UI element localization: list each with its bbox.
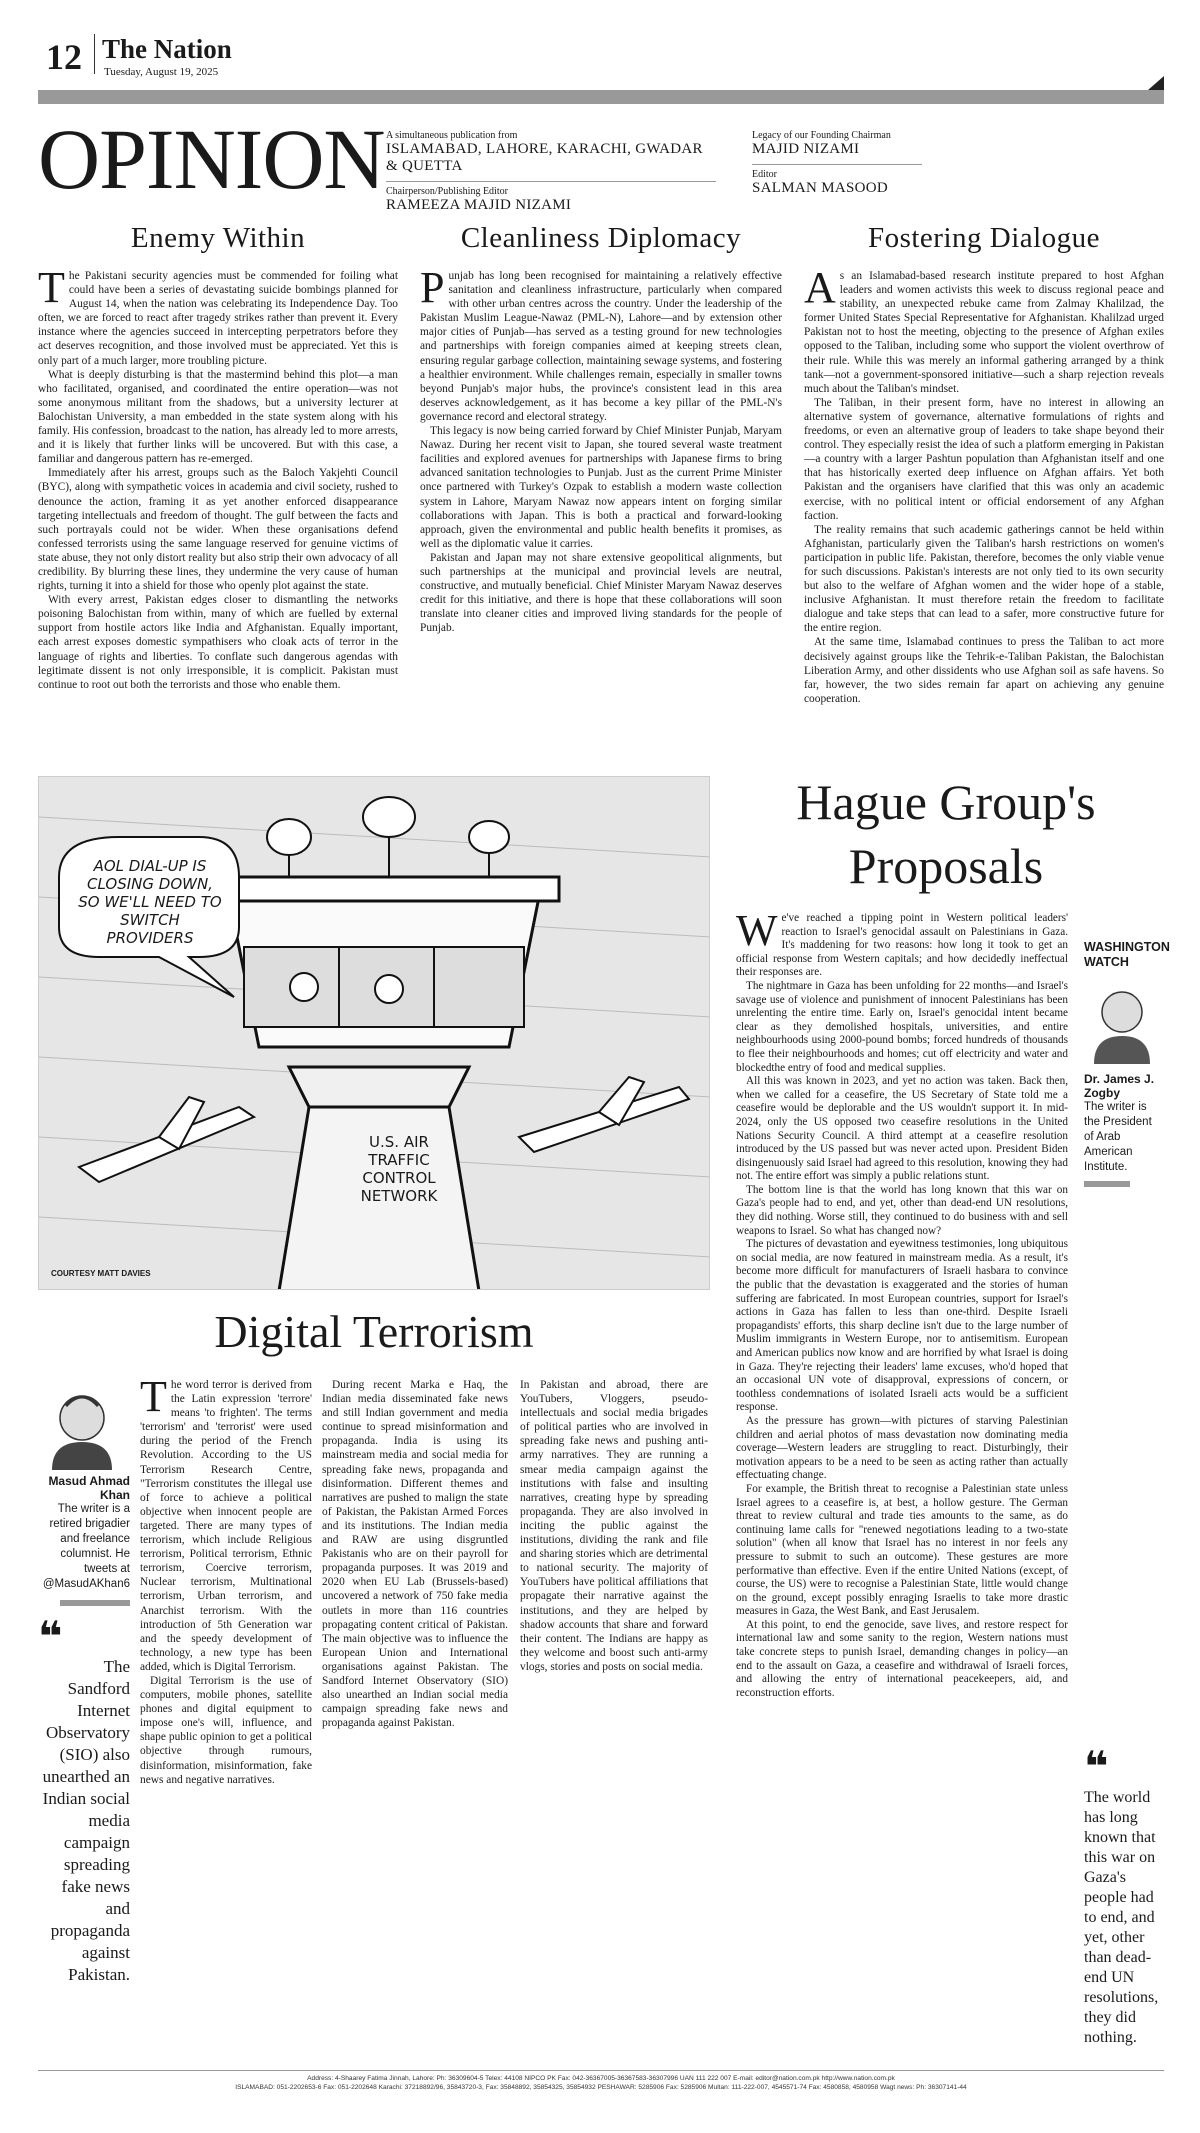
article-digital-terrorism: [38, 1302, 710, 1362]
author-name: Masud Ahmad Khan: [48, 1474, 130, 1502]
editorial-cartoon: [38, 776, 710, 1290]
article-title: Hague Group's Proposals: [796, 774, 1096, 894]
page-number: 12: [46, 37, 82, 77]
page-footer: Address: 4-Shaarey Fatima Jinnah, Lahore: Ph: 36309604-5 Telex: 44108 NIPCO PK Fax: 042-36367005-36367583-36307996 UAN 111 222 007 E-mail: editor@nation.com.pk http://www.nation.com.pk ISLAMABAD: 051-2202653-6 Fax: 051-2202648 Karachi: 37218892/96, 35843720-3, Fax: 35848892, 35854325, 35854932 PESHAWAR: 5285906 Fax: 5285906 Multan: 111-222-007, 4545571-74 Fax: 4580858, 4580958 Wagt news: Ph: 36307141-44: [38, 2070, 1164, 2091]
article-column-3: In Pakistan and abroad, there are YouTubers, Vloggers, pseudo-intellectuals and social media brigades of political parties who are involved in spreading fake news and pushing anti-army narratives. They are running a smear media campaign against the institutions with false and insulting narratives, creating hype by spreading propaganda. They are also involved in inciting the public against the institutions, dividing the rank and file and sharing stories which are detrimental to national security. The majority of YouTubers have political affiliations that propagate their narrative against the institutions, and they are helped by shadow accounts that share and forward their content. The Indians are happy as they welcome and boost such anti-army vlogs, stories and posts on social media.: [520, 1379, 708, 1673]
hague-sidebar: [1084, 940, 1170, 1187]
cartoon-credit: COURTESY MATT DAVIES: [51, 1269, 151, 1278]
masthead-publication: A simultaneous publication from ISLAMABAD, LAHORE, KARACHI, GWADAR & QUETTA Chairperson/Publishing Editor RAMEEZA MAJID NIZAMI: [386, 130, 716, 214]
author-bio: The writer is the President of Arab American Institute.: [1084, 1101, 1152, 1173]
article-column-1: The word terror is derived from the Latin expression 'terrore' means 'to frighten'. The terms 'terrorism' and 'terrorist' were used during the period of the French Revolution. According to the US Terrorism Research Centre, "Terrorism constitutes the illegal use of force to achieve a political objective when innocent people are targeted. There are many types of terrorism, which include Religious terrorism, Political terrorism, Ethnic terrorism, Coercive terrorism, Nuclear terrorism, Multinational terrorism, Urban terrorism, and Anarchist terrorism. With the introduction of 5th Generation war and the speedy development of technology, a new type has been added, which is Digital Terrorism. Digital Terrorism is the use of computers, mobile phones, satellite phones and digital equipment to impose one's will, influence, and shape public opinion to get a political objective through rumours, disinformation, misinformation, fake news and negative narratives.: [140, 1372, 312, 1786]
cartoon-tower-label: U.S. AIR TRAFFIC CONTROL NETWORK: [360, 1133, 438, 1205]
author-photo: [1084, 978, 1160, 1064]
column-label: WASHINGTON WATCH: [1084, 940, 1170, 969]
header-bar-corner: [1148, 76, 1164, 90]
page-header: [40, 30, 860, 90]
editorial-title: Enemy Within: [130, 222, 306, 254]
pull-quote: The world has long known that this war on Gaza's people had to end, and yet, other than dead-end UN resolutions, they did nothing.: [1084, 1789, 1159, 2046]
editorial-title: Cleanliness Diplomacy: [460, 222, 742, 254]
author-photo: [38, 1378, 126, 1470]
quote-icon: ❝: [1084, 1742, 1109, 1791]
cartoon-speech-bubble: AOL DIAL-UP IS CLOSING DOWN, SO WE'LL NEED TO SWITCH PROVIDERS: [78, 857, 222, 947]
author-sidebar: [38, 1378, 130, 1986]
cartoon-illustration: [39, 777, 710, 1290]
pull-quote: The Sandford Internet Observatory (SIO) also unearthed an Indian social media campaign spreading fake news and propaganda against Pakistan.: [42, 1657, 130, 1984]
editorial-cleanliness-diplomacy: Cleanliness Diplomacy Punjab has long been recognised for maintaining a relatively effective sanitation and cleanliness infrastructure, particularly when compared with other urban centres across the country. Under the leadership of the Pakistan Muslim League-Nawaz (PML-N), Lahore—and by extension other major cities of Punjab—has served as a testing ground for new technologies and partnerships with foreign companies aimed at keeping streets clean, ensuring regular garbage collection, maintaining sewage systems, and fostering a healthier environment. While challenges remain, especially in smaller towns beyond Punjab's major hubs, the province's consistent lead in this area deserves acknowledgement, as it has become a key pillar of the PML-N's governance record and electoral strategy. This legacy is now being carried forward by Chief Minister Punjab, Maryam Nawaz. During her recent visit to Japan, she toured several waste treatment facilities and explored avenues for partnerships with Japanese firms to bring advanced sanitation technologies to Punjab. Just as the current Prime Minister once partnered with Turkey's Ozpak to establish a modern waste collection system in Lahore, Maryam Nawaz now appears intent on forging similar collaborations with Japan. This is both a practical and forward-looking approach, given the environmental and public health benefits it promises, as well as the diplomatic value it carries. Pakistan and Japan may not share extensive geopolitical alignments, but such partnerships at the municipal and provincial levels are neutral, constructive, and mutually beneficial. Chief Minister Maryam Nawaz deserves credit for this initiative, and there is hope that these collaborations will soon translate into cleaner cities and improved living standards for the people of Punjab.: [420, 222, 782, 635]
issue-date: Tuesday, August 19, 2025: [104, 66, 219, 78]
editorial-enemy-within: Enemy Within The Pakistani security agencies must be commended for foiling what could have been a series of devastating suicide bombings planned for August 14, when the nation was celebrating its Independence Day. Too often, we are forced to react after tragedy strikes rather than prevent it. Every instance where the agencies succeed in intercepting perpetrators before they act deserves recognition, and those involved must be appreciated. Yet this is only part of a much larger, more troubling picture. What is deeply disturbing is that the mastermind behind this plot—a man who facilitated, organised, and coordinated the entire operation—was not some anonymous militant from the shadows, but a university lecturer at Balochistan University, a man embedded in the state system along with his family. His confession, broadcast to the nation, has already led to more arrests, and it is likely that further links will be uncovered. But with this case, a familiar and dangerous pattern has re-emerged. Immediately after his arrest, groups such as the Baloch Yakjehti Council (BYC), along with sympathetic voices in academia and civil society, rushed to denounce the action, framing it as yet another enforced disappearance targeting intellectuals and freedom of thought. The gulf between the facts and such portrayals could not be wider. When these organisations defend confessed terrorists using the same language reserved for genuine victims of state abuse, they not only distort reality but also strip their own advocacy of all credibility. By blurring these lines, they undermine the very cause of human rights, turning it into a shield for those who openly plot against the state. With every arrest, Pakistan edges closer to dismantling the networks poisoning Balochistan from within, many of which are fuelled by external support from hostile actors like India and Afghanistan. Equally important, each arrest exposes domestic sympathisers who cloak acts of terror in the language of rights and liberties. To conflate such dangerous agendas with legitimate dissent is not only irresponsible, it is complicit. Pakistan must continue to root out both the terrorists and those who enable them.: [38, 222, 398, 691]
editorial-title: Fostering Dialogue: [867, 222, 1101, 254]
quote-icon: ❝: [38, 1612, 63, 1661]
article-hague-group: [728, 770, 1164, 898]
author-name: Dr. James J. Zogby: [1084, 1072, 1155, 1100]
article-column-2: During recent Marka e Haq, the Indian media disseminated fake news and still Indian government and media continue to spread misinformation and propaganda. India is using its mainstream media and social media for spreading fake news, propaganda and disinformation. Different themes and narratives are pushed to malign the state of Pakistan, the Pakistan Armed Forces and its institutions. The Indian media and RAW are using disgruntled Pakistanis who are on their payroll for propaganda purposes. It was 2019 and 2020 when EU Lab (Brussels-based) uncovered a network of 750 fake media outlets in more than 116 countries propagating content critical of Pakistan. The main objective was to influence the European Union and International organisations against Pakistan. The Sandford Internet Observatory (SIO) also unearthed an Indian social media campaign spreading fake news and propaganda against Pakistan.: [322, 1379, 508, 1730]
hague-quote-block: [1084, 1742, 1164, 2048]
author-bio: The writer is a retired brigadier and freelance columnist. He tweets at @MasudAKhan6: [42, 1503, 130, 1590]
paper-name: The Nation: [102, 34, 232, 64]
section-title: OPINION: [38, 111, 385, 207]
header-bar: [38, 90, 1164, 104]
hague-body: We've reached a tipping point in Western political leaders' reaction to Israel's genocidal assault on Palestinians in Gaza. It's maddening for two reasons: how long it took to get an official response from Western capitals; and how decidedly ineffectual their responses are. The nightmare in Gaza has been unfolding for 22 months—and Israel's savage use of violence and punishment of innocent Palestinians has been unrelenting the entire time. Early on, Israel's genocidal intent became clear as they demolished hospitals, universities, and entire neighbourhoods using 2000-pound bombs; forced hundreds of thousands to flee their neighbourhoods and homes; cut off electricity and water and blockedthe entry of food and medical supplies. All this was known in 2023, and yet no action was taken. Back then, when we called for a ceasefire, the US Secretary of State told me a ceasefire would be deplorable and the US wouldn't support it. In mid-2024, only the US opposed two ceasefire resolutions in the United Nations Security Council. A third attempt at a ceasefire resolution introduced by the US passed but was never acted upon. President Biden disingenuously said Israel had agreed to this resolution, knowing they had not. The entire effort was simply a public relations stunt. The bottom line is that the world has long known that this war on Gaza's people had to end, and yet, other than dead-end UN resolutions, they did nothing. Worse still, they continued to do business with and sell weapons to Israel. So what has changed now? The pictures of devastation and eyewitness testimonies, long ubiquitous on social media, are now featured in mainstream media. As a result, it's become more difficult for manufacturers of Israeli hasbara to convince the public that the devastation is exaggerated and the stories of human suffering are fabricated. In most European countries, support for Israel's actions in Gaza has fallen to less than one-third. Despite Israeli propagandists' efforts, this sharp decline isn't due to the large number of Muslim immigrants in Western Europe, nor to antisemitism. European and American publics now know and are horrified by what Israel is doing in Gaza. They're rejecting their leaders' lame excuses, who'd hoped that an occasional UN vote of disapproval, expressions of concern, or toothless condemnations of isolated Israeli acts would be a sufficient response. As the pressure has grown—with pictures of starving Palestinian children and aerial photos of mass devastation now dominating media coverage—Western leaders are struggling to react. Disturbingly, their motivation appears to be a need to be seen as acting rather than actually effectuating change. For example, the British threat to recognise a Palestinian state unless Israel agrees to a ceasefire is, at best, a hollow gesture. The German threat to review cultural and trade ties amounts to the same, as do continuing lame calls for "renewed negotiations leading to a two-state solution" (when all know that Israel has no interest in nor feels any pressure to submit to such an outcome). These gestures are more performative than effective. Even if the entire United Nations (except, of course, the US) were to recognise a Palestinian State, little would change on the ground, except possibly enraging Israelis to take more drastic measures in Gaza, the West Bank, and East Jerusalem. At this point, to end the genocide, save lives, and restore respect for international law and some sanity to the region, Western nations must take concrete steps to punish Israel, demanding changes in policy—an end to the assault on Gaza, a ceasefire and withdrawal of Israeli forces, and allowing the entry of international peacekeepers, aid, and reconstruction efforts.: [736, 906, 1068, 1699]
article-title: Digital Terrorism: [214, 1306, 534, 1357]
editorial-fostering-dialogue: Fostering Dialogue As an Islamabad-based research institute prepared to host Afghan leaders and women activists this week to discuss regional peace and stability, an unexpected rebuke came from Zalmay Khalilzad, the former United States Special Representative for Afghanistan. Khalilzad urged Pakistan not to host the meeting, objecting to the presence of Afghan exiles opposed to the Taliban, including some who support the violent overthrow of their rule. While this was merely an informal gathering arranged by a think tank—not a government-sponsored initiative—such a sharp rejection reveals much about the Taliban's mindset. The Taliban, in their present form, have no interest in allowing an alternative system of governance, alternative formulations of rights and freedoms, or even an alternative group of leaders to take shape beyond their control. They especially resist the idea of such a platform emerging in Pakistan—a country with a larger Pashtun population than Afghanistan itself and one that has historically exerted deep influence on Afghan affairs. Yet both Pakistan and the organisers have clarified that this was only an academic exercise, with no political intent or official endorsement of any Afghan faction. The reality remains that such academic gatherings cannot be held within Afghanistan, particularly given the Taliban's harsh restrictions on women's participation in public life. Pakistan, therefore, becomes the only viable venue for such discussions. Pakistan's interests are not only tied to its own security but also to the welfare of Afghan women and the wider hope of a stable, inclusive Afghanistan. It must therefore retain the freedom to facilitate dialogue and take steps that can lead to a safer, more constructive future for the entire region. At the same time, Islamabad continues to press the Taliban to act more decisively against groups like the Tehrik-e-Taliban Pakistan, the Balochistan Liberation Army, and other dissidents who use Afghan soil as safe havens. So far, however, the two sides remain far apart on achieving any genuine cooperation.: [804, 222, 1164, 705]
masthead-editors: Legacy of our Founding Chairman MAJID NIZAMI Editor SALMAN MASOOD: [752, 130, 922, 197]
